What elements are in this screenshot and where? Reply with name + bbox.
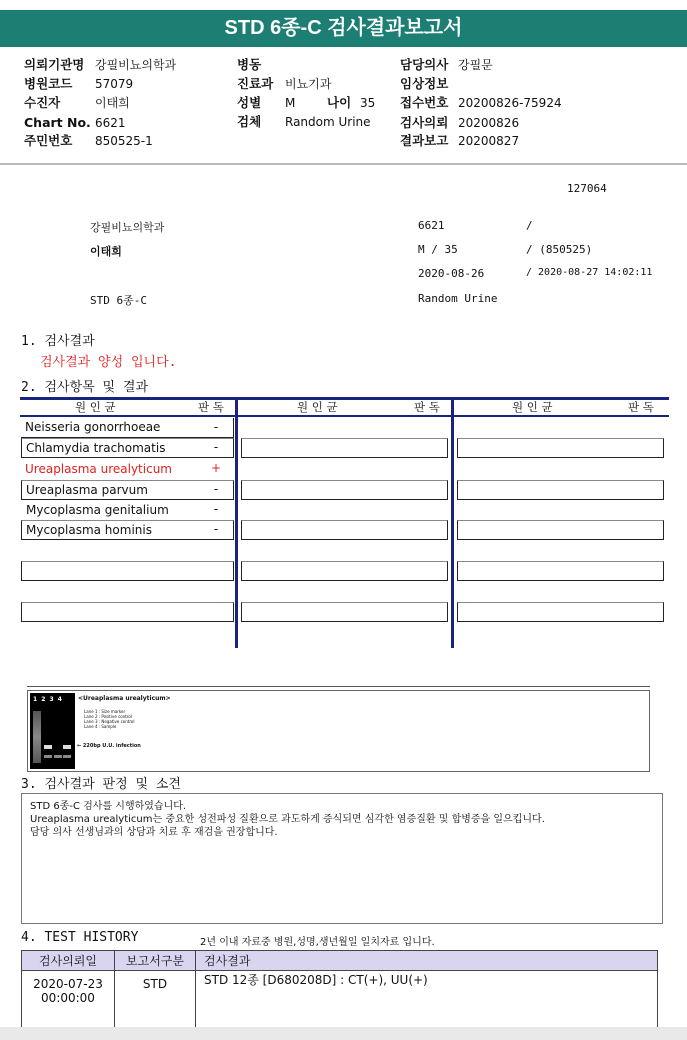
section3-title: 3. 검사결과 판정 및 소견 — [21, 777, 181, 792]
report-label: 결과보고 — [400, 133, 449, 148]
sex-label: 성별 — [237, 95, 262, 110]
slip-test: STD 6종-C — [90, 294, 147, 307]
col-header-organism-3: 원 인 균 — [512, 400, 553, 414]
gel-legend-2: Lane 2 : Positive control — [84, 714, 132, 719]
opinion-line-1: STD 6종-C 검사를 시행하였습니다. — [30, 801, 187, 812]
sex-value: M — [285, 96, 296, 110]
organism-name: Mycoplasma hominis — [26, 523, 152, 537]
col-header-result-3: 판 독 — [628, 400, 654, 414]
specimen-label: 검체 — [237, 114, 262, 129]
organism-name: Ureaplasma parvum — [26, 483, 148, 497]
opinion-line-3: 담당 의사 선생님과의 상담과 치료 후 재검을 권장합니다. — [30, 827, 278, 838]
table-row-empty — [21, 561, 234, 581]
organism-result: - — [213, 502, 219, 516]
history-date: 2020-07-23 — [33, 977, 103, 991]
section4-title: 4. TEST HISTORY — [21, 930, 139, 945]
gel-legend-3: Lane 3 : Negative control — [84, 719, 135, 724]
gel-figure — [27, 690, 650, 772]
age-value: 35 — [360, 96, 376, 110]
history-type: STD — [115, 971, 196, 1040]
slip-chart: 6621 — [418, 219, 445, 232]
table-row-empty — [21, 602, 234, 622]
age-label: 나이 — [327, 95, 352, 110]
ward-label: 병동 — [237, 57, 262, 72]
gel-arrow-label: ← 220bp U.U. infection — [77, 743, 141, 749]
gel-title: <Ureaplasma urealyticum> — [78, 695, 171, 702]
table-row-empty — [457, 602, 664, 622]
header-divider — [0, 163, 687, 165]
table-row-empty — [241, 438, 448, 458]
table-row-empty — [457, 561, 664, 581]
specimen-value: Random Urine — [285, 115, 371, 129]
col-header-result-2: 판 독 — [414, 400, 440, 414]
gel-band-positive — [44, 745, 52, 749]
gel-image — [30, 693, 75, 769]
slip-date2: / 2020-08-27 14:02:11 — [526, 267, 653, 278]
table-row-empty — [457, 520, 664, 540]
section2-title: 2. 검사항목 및 결과 — [21, 380, 149, 395]
slip-specimen: Random Urine — [418, 292, 498, 305]
gel-lane-marker — [33, 711, 41, 763]
table-row — [21, 480, 234, 500]
organism-name: Ureaplasma urealyticum — [25, 462, 172, 476]
slip-sex-age: M / 35 — [418, 243, 458, 256]
organism-result: - — [213, 482, 219, 496]
institution-value: 강필비뇨의학과 — [95, 58, 177, 72]
opinion-line-2: Ureaplasma urealyticum는 중요한 성전파성 질환으로 과도하게 증식되면 심각한 염증질환 및 합병증을 일으킵니다. — [30, 814, 545, 825]
resident-label: 주민번호 — [24, 133, 73, 148]
report-value: 20200827 — [458, 134, 520, 148]
history-header-type: 보고서구분 — [115, 951, 196, 971]
table-row — [21, 520, 234, 540]
request-label: 검사의뢰 — [400, 115, 449, 130]
slip-clinic: 강필비뇨의학과 — [90, 221, 165, 234]
request-value: 20200826 — [458, 116, 520, 130]
organism-name: Neisseria gonorrhoeae — [25, 420, 161, 434]
table-top-rule — [20, 397, 669, 400]
gel-legend-1: Lane 1 : Size marker — [84, 709, 126, 714]
table-head-rule — [20, 415, 669, 417]
table-row — [21, 418, 234, 438]
doctor-label: 담당의사 — [400, 57, 449, 72]
slip-dob: / (850525) — [526, 243, 593, 256]
table-row-empty — [457, 480, 664, 500]
table-row-empty — [457, 438, 664, 458]
receipt-value: 20200826-75924 — [458, 96, 562, 110]
table-row-empty — [241, 520, 448, 540]
dept-value: 비뇨기과 — [285, 77, 332, 91]
col-header-result-1: 판 독 — [198, 400, 224, 414]
slip-name: 이태희 — [90, 245, 122, 258]
result-summary: 검사결과 양성 입니다. — [40, 355, 177, 370]
history-note: 2년 이내 자료중 병원,성명,생년월일 일치자료 입니다. — [200, 937, 435, 948]
history-header-date: 검사의뢰일 — [22, 951, 115, 971]
history-header-result: 검사결과 — [196, 951, 658, 971]
gel-legend-4: Lane 4 : Sample — [84, 724, 117, 729]
resident-value: 850525-1 — [95, 134, 153, 148]
table-divider-1 — [235, 397, 238, 648]
opinion-box — [21, 793, 663, 924]
table-row — [21, 500, 234, 520]
hospital-code-value: 57079 — [95, 77, 134, 91]
organism-result: - — [213, 420, 219, 434]
slip-slash: / — [526, 219, 533, 232]
gel-band — [63, 755, 71, 758]
col-header-organism-1: 원 인 균 — [75, 400, 116, 414]
section1-title: 1. 검사결과 — [21, 334, 95, 349]
table-row-empty — [241, 602, 448, 622]
table-divider-2 — [451, 397, 454, 648]
patient-value: 이태희 — [95, 96, 130, 110]
gel-band-sample — [63, 745, 71, 749]
report-title: STD 6종-C 검사결과보고서 — [0, 10, 687, 47]
gel-lane-numbers: 1 2 3 4 — [33, 696, 63, 703]
table-row-empty — [241, 480, 448, 500]
organism-result: + — [210, 461, 222, 475]
page-bottom-band — [0, 1027, 687, 1040]
chart-value: 6621 — [95, 116, 126, 130]
slip-date1: 2020-08-26 — [418, 267, 485, 280]
gel-band — [54, 755, 62, 758]
institution-label: 의뢰기관명 — [24, 57, 85, 72]
gel-band — [44, 755, 52, 758]
clinical-label: 임상정보 — [400, 76, 449, 91]
receipt-label: 접수번호 — [400, 95, 449, 110]
table-row-empty — [241, 561, 448, 581]
gel-top-rule — [27, 686, 650, 687]
history-time: 00:00:00 — [41, 991, 95, 1005]
hospital-code-label: 병원코드 — [24, 76, 73, 91]
doctor-value: 강필문 — [458, 58, 493, 72]
table-row — [21, 459, 234, 479]
organism-result: - — [213, 522, 219, 536]
history-result: STD 12종 [D680208D] : CT(+), UU(+) — [196, 971, 658, 1040]
dept-label: 진료과 — [237, 76, 274, 91]
organism-name: Chlamydia trachomatis — [26, 441, 166, 455]
col-header-organism-2: 원 인 균 — [297, 400, 338, 414]
slip-number: 127064 — [567, 182, 607, 195]
table-row — [21, 438, 234, 458]
organism-result: - — [213, 440, 219, 454]
patient-label: 수진자 — [24, 95, 61, 110]
organism-name: Mycoplasma genitalium — [26, 503, 169, 517]
chart-label: Chart No. — [24, 115, 91, 130]
